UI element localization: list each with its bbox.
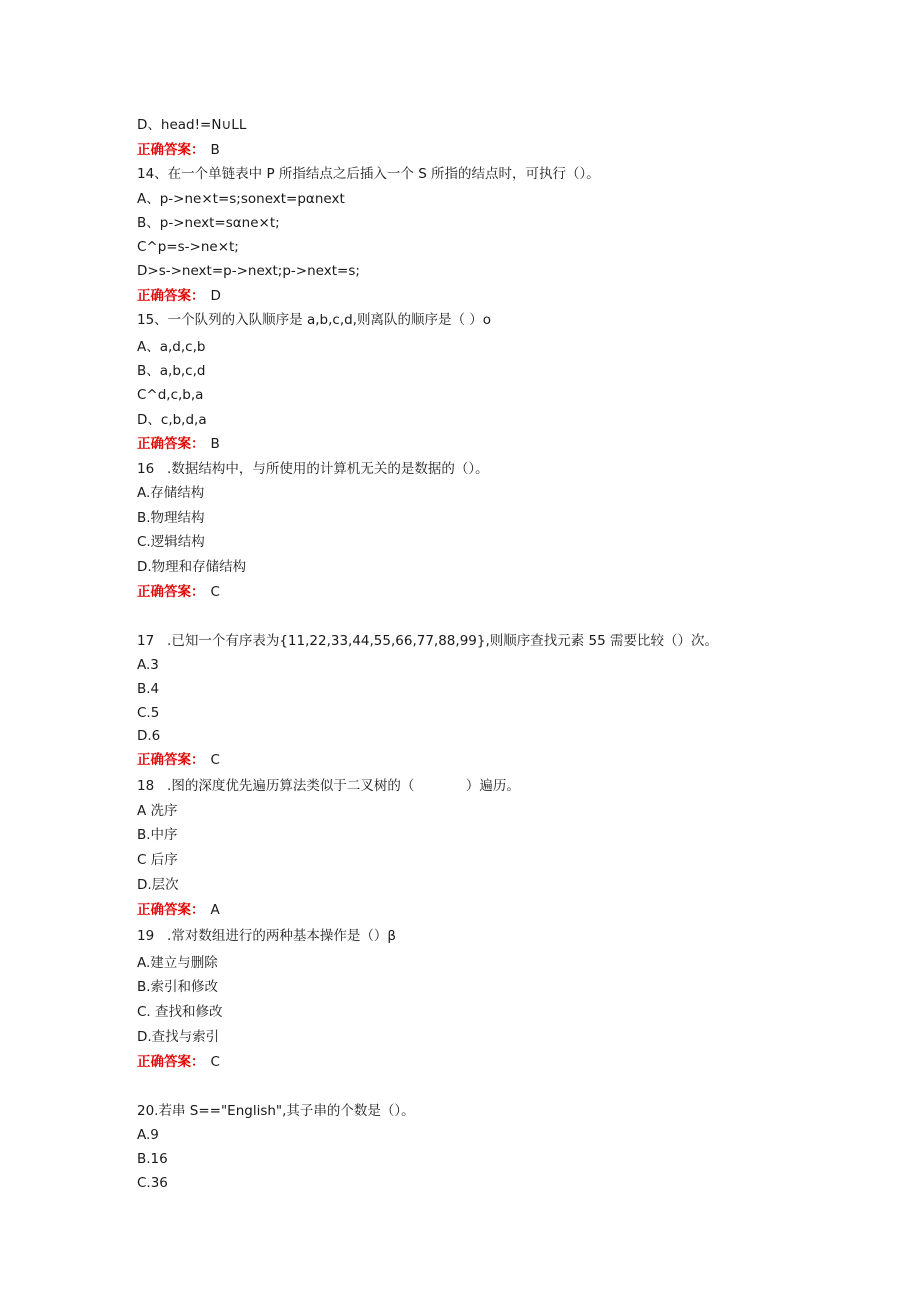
option-line: D、c,b,d,a xyxy=(137,412,207,428)
option-line: D、head!=N∪LL xyxy=(137,117,247,133)
option-line: C 后序 xyxy=(137,852,178,868)
option-line: A.存储结构 xyxy=(137,485,205,501)
question-line: 14、在一个单链表中 P 所指结点之后插入一个 S 所指的结点时，可执行（）。 xyxy=(137,166,600,182)
question-line: 16 .数据结构中，与所使用的计算机无关的是数据的（）。 xyxy=(137,461,489,477)
answer-value: B xyxy=(210,142,220,158)
option-line: B.中序 xyxy=(137,827,178,843)
option-line: B.16 xyxy=(137,1151,168,1167)
answer-value: B xyxy=(210,436,220,452)
answer-line xyxy=(137,751,220,769)
option-line: C^d,c,b,a xyxy=(137,387,204,403)
option-line: D.层次 xyxy=(137,877,179,893)
option-line: A.9 xyxy=(137,1127,159,1143)
option-line: B、a,b,c,d xyxy=(137,363,206,379)
answer-label: 正确答案： xyxy=(137,752,205,768)
answer-value: C xyxy=(210,584,220,600)
option-line: C.逻辑结构 xyxy=(137,534,205,550)
option-line: B.4 xyxy=(137,681,160,697)
option-line: A.3 xyxy=(137,657,159,673)
answer-value: A xyxy=(210,902,220,918)
option-line: D.物理和存储结构 xyxy=(137,559,247,575)
option-line: B.物理结构 xyxy=(137,510,205,526)
answer-label: 正确答案： xyxy=(137,1054,205,1070)
answer-line xyxy=(137,287,221,305)
option-line: D.查找与索引 xyxy=(137,1029,220,1045)
question-line: 15、一个队列的入队顺序是 a,b,c,d,则离队的顺序是（ ）o xyxy=(137,312,492,328)
answer-value: D xyxy=(210,288,221,304)
option-line: D.6 xyxy=(137,728,161,744)
option-line: C^p=s->ne×t; xyxy=(137,239,239,255)
question-line: 19 .常对数组进行的两种基本操作是（）β xyxy=(137,928,396,944)
option-line: C.5 xyxy=(137,705,160,721)
question-line: 20.若串 S=="English",其子串的个数是（）。 xyxy=(137,1103,415,1119)
question-line: 17 .已知一个有序表为{11,22,33,44,55,66,77,88,99},则顺序查找元素 55 需要比较（）次。 xyxy=(137,633,719,649)
option-line: C. 查找和修改 xyxy=(137,1004,223,1020)
answer-label: 正确答案： xyxy=(137,584,205,600)
question-line: 18 .图的深度优先遍历算法类似于二叉树的（ ）遍历。 xyxy=(137,778,520,794)
answer-label: 正确答案： xyxy=(137,142,205,158)
option-line: A 冼序 xyxy=(137,803,178,819)
answer-value: C xyxy=(210,752,220,768)
answer-line xyxy=(137,1053,220,1071)
option-line: B.索引和修改 xyxy=(137,979,219,995)
option-line: D>s->next=p->next;p->next=s; xyxy=(137,263,360,279)
option-line: A、a,d,c,b xyxy=(137,339,206,355)
answer-label: 正确答案： xyxy=(137,288,205,304)
answer-line xyxy=(137,435,220,453)
option-line: A.建立与删除 xyxy=(137,955,218,971)
answer-line xyxy=(137,901,220,919)
answer-line xyxy=(137,141,220,159)
answer-label: 正确答案： xyxy=(137,436,205,452)
option-line: A、p->ne×t=s;sonext=pαnext xyxy=(137,191,345,207)
answer-line xyxy=(137,583,220,601)
answer-value: C xyxy=(210,1054,220,1070)
option-line: B、p->next=sαne×t; xyxy=(137,215,280,231)
answer-label: 正确答案： xyxy=(137,902,205,918)
option-line: C.36 xyxy=(137,1175,168,1191)
